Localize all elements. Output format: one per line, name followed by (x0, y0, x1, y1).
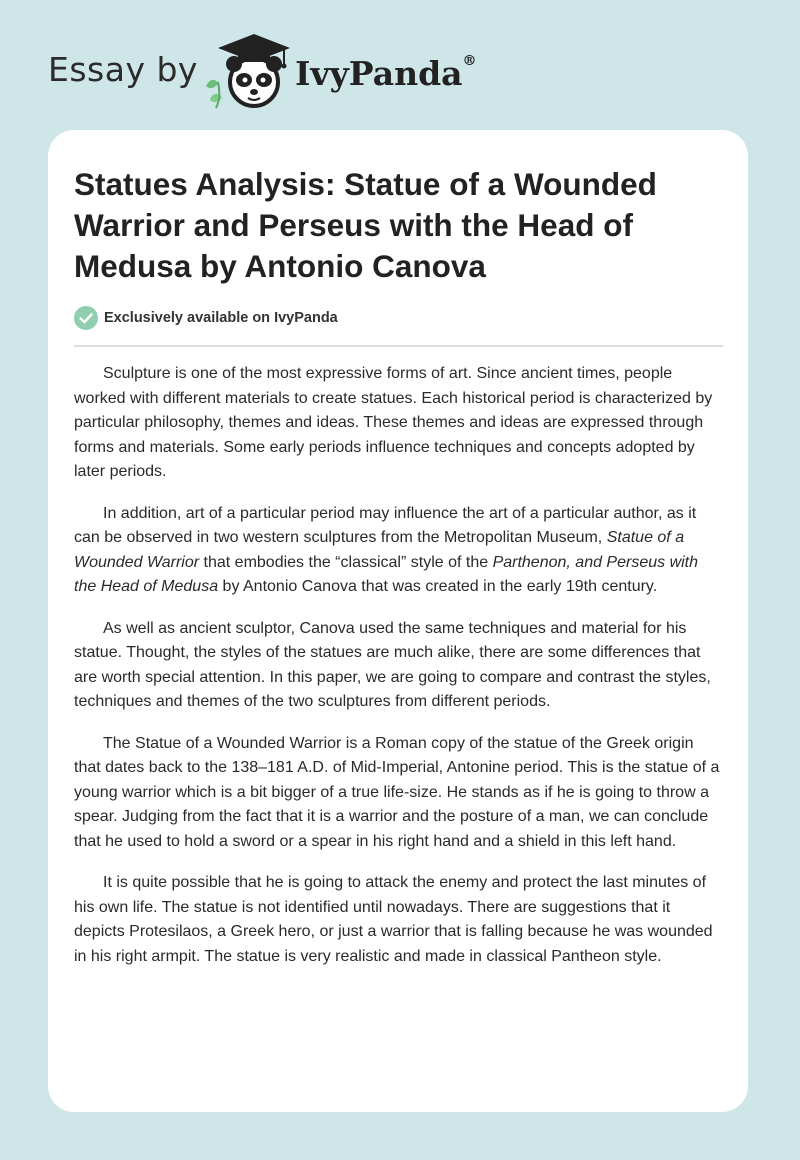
essay-paragraph (74, 617, 724, 715)
italic-text: Statue of a Wounded Warrior (74, 529, 685, 571)
paragraph-text: The Statue of a Wounded Warrior is a Roman copy of the statue of the Greek origin that dates back to the 138–181 A.D. of Mid-Imperial, Antonine period. This is the statue of a young warrior which is a bit bigger of a true life-size. He stands as if he is going to throw a spear. Judging from the fact that it is a warrior and the posture of a man, we can conclude that he used to hold a sword or a spear in his right hand and a shield in this left hand. (74, 734, 720, 850)
paragraph-text: Sculpture is one of the most expressive forms of art. Since ancient times, people worked with different materials to create statues. Each historical period is characterized by particular philosophy, themes and ideas. These themes and ideas are expressed through forms and materials. Some early periods influence techniques and concepts adopted by later periods. (74, 365, 713, 480)
exclusive-badge (74, 306, 338, 330)
registered-mark: ® (462, 53, 477, 69)
essay-paragraph (74, 871, 724, 969)
title-divider (74, 345, 723, 347)
essay-body (74, 362, 724, 986)
paragraph-text: In addition, art of a particular period may influence the art of a particular author, as it can be observed in two western sculptures from the Metropolitan Museum, (74, 504, 697, 546)
checkmark-badge-icon (74, 306, 98, 330)
site-header (48, 30, 568, 112)
italic-text: Parthenon, and Perseus with the Head of Medusa (74, 553, 699, 595)
brand-text: IvyPanda (295, 54, 463, 93)
essay-paragraph (74, 502, 724, 600)
paragraph-text: It is quite possible that he is going to attack the enemy and protect the last minutes of his own life. The statue is not identified until nowadays. There are suggestions that it depicts Protesilaos, a Greek hero, or just a warrior that is falling because he was wounded in his right armpit. The statue is very realistic and made in classical Pantheon style. (74, 874, 713, 965)
essay-card (48, 130, 748, 1112)
essay-paragraph (74, 732, 724, 855)
paragraph-text: As well as ancient sculptor, Canova used the same techniques and material for his statue. Thought, the styles of the statues are much alike, there are some differences that are worth special attention. In this paper, we are going to compare and contrast the styles, techniques and themes of the two sculptures from different periods. (74, 619, 711, 710)
paragraph-text: that embodies the “classical” style of the (199, 553, 493, 571)
essay-title: Statues Analysis: Statue of a Wounded Warrior and Perseus with the Head of Medusa by Antonio Canova (74, 166, 657, 284)
exclusive-badge-label: Exclusively available on IvyPanda (104, 310, 338, 326)
paragraph-text: by Antonio Canova that was created in the early 19th century. (218, 578, 658, 595)
essay-by-label: Essay by (48, 50, 198, 89)
brand-name[interactable] (295, 54, 477, 93)
essay-paragraph (74, 362, 724, 485)
panda-logo-icon (200, 30, 292, 112)
